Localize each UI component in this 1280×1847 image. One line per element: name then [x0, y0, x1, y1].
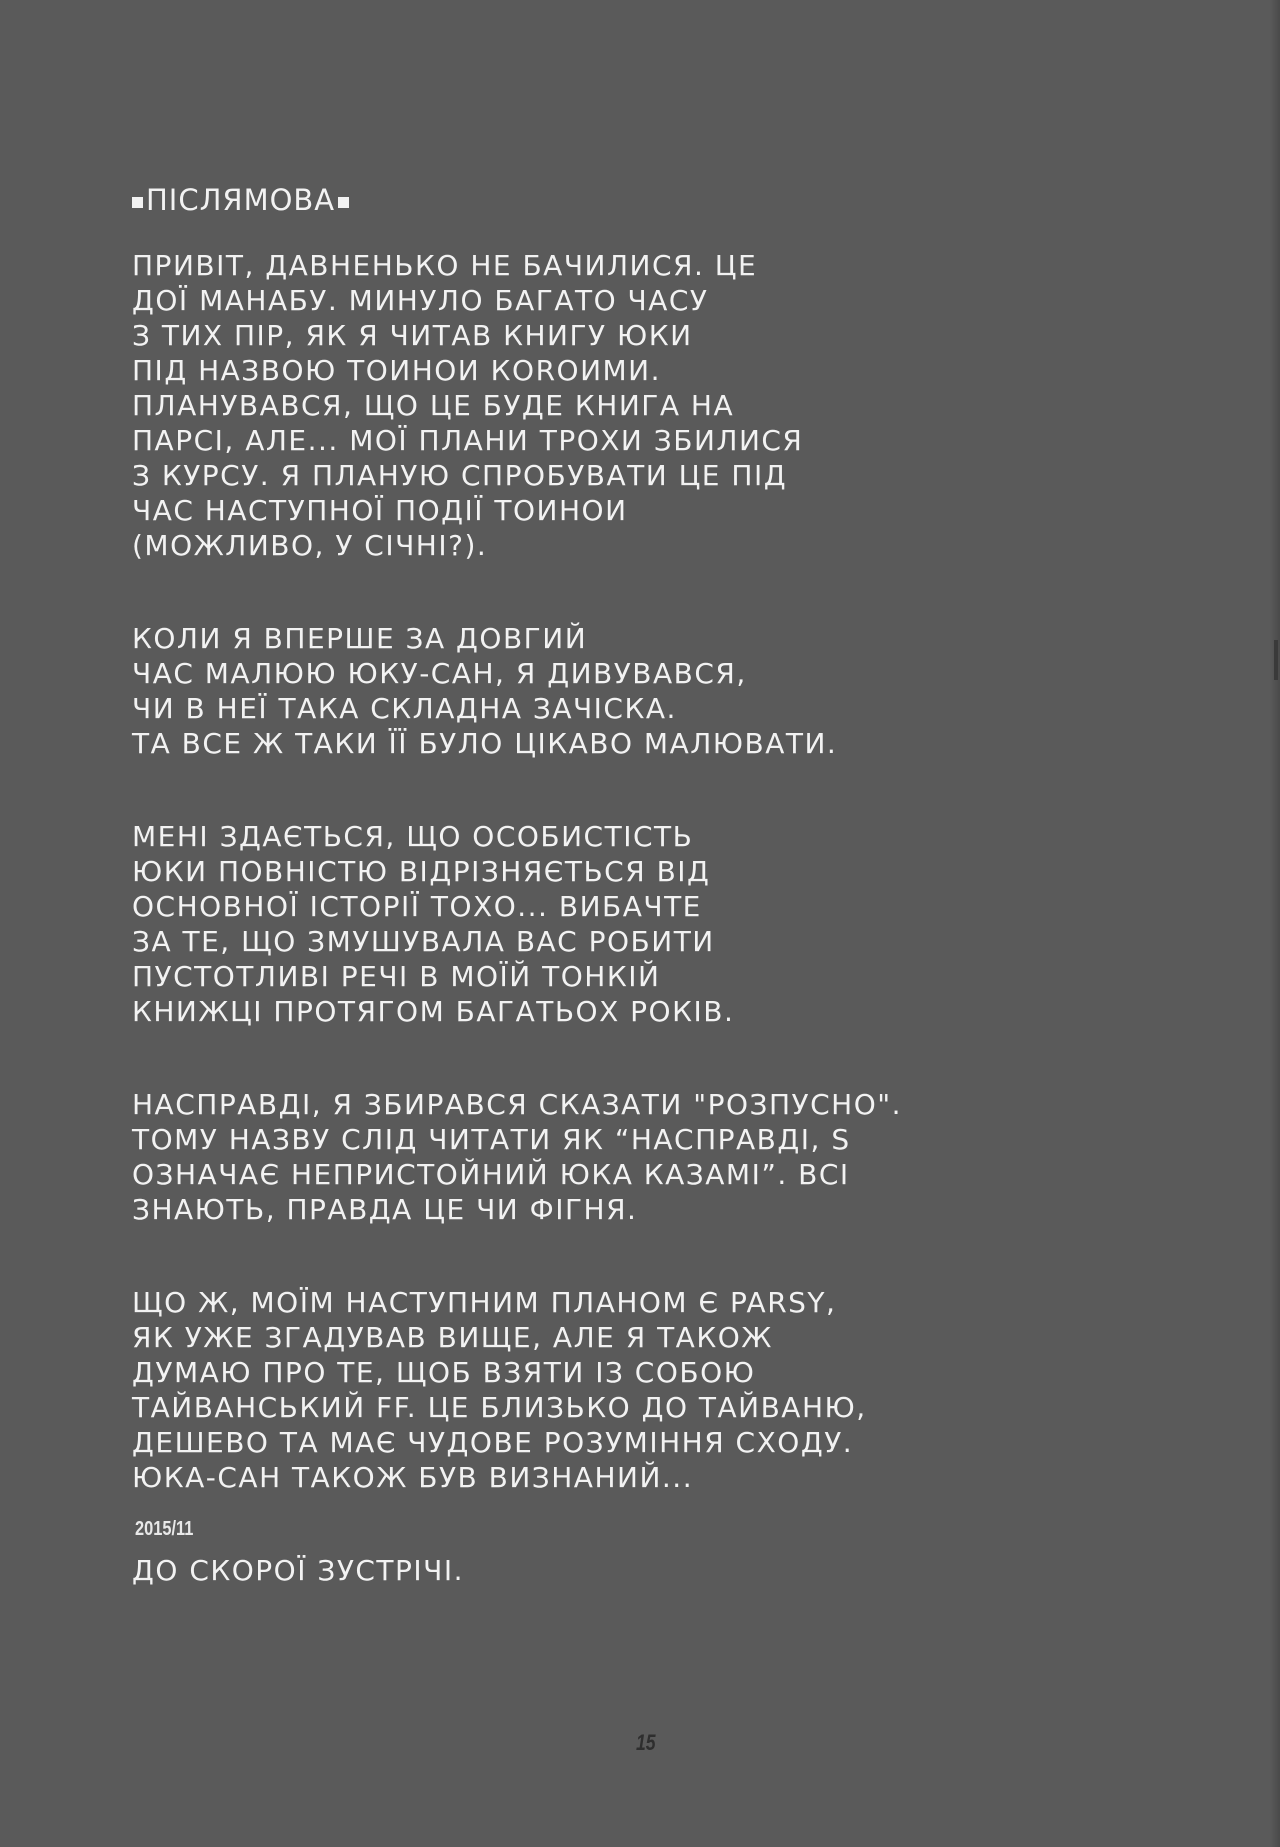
- date-stamp: 2015/11: [135, 1518, 194, 1540]
- afterword-paragraph: [132, 1285, 1132, 1495]
- text-line: ТА ВСЕ Ж ТАКИ ЇЇ БУЛО ЦІКАВО МАЛЮВАТИ.: [132, 727, 838, 760]
- text-line: ЩО Ж, МОЇМ НАСТУПНИМ ПЛАНОМ Є PARSY,: [132, 1286, 837, 1319]
- text-line: ДОЇ МАНАБУ. МИНУЛО БАГАТО ЧАСУ: [132, 284, 709, 317]
- afterword-heading: [132, 180, 349, 220]
- text-line: ПУСТОТЛИВІ РЕЧІ В МОЇЙ ТОНКІЙ: [132, 960, 661, 993]
- text-line: З КУРСУ. Я ПЛАНУЮ СПРОБУВАТИ ЦЕ ПІД: [132, 459, 788, 492]
- text-line: ЮКИ ПОВНІСТЮ ВІДРІЗНЯЄТЬСЯ ВІД: [132, 855, 711, 888]
- text-line: ДУМАЮ ПРО ТЕ, ЩОБ ВЗЯТИ ІЗ СОБОЮ: [132, 1356, 756, 1389]
- text-line: ЗА ТЕ, ЩО ЗМУШУВАЛА ВАС РОБИТИ: [132, 925, 715, 958]
- text-line: ТОМУ НАЗВУ СЛІД ЧИТАТИ ЯК “НАСПРАВДІ, S: [132, 1123, 851, 1156]
- page-edge-mark: [1274, 640, 1278, 680]
- text-line: ПЛАНУВАВСЯ, ЩО ЦЕ БУДЕ КНИГА НА: [132, 389, 735, 422]
- text-line: (МОЖЛИВО, У СІЧНІ?).: [132, 529, 488, 562]
- page-edge: [1270, 0, 1280, 1847]
- afterword-paragraph: [132, 621, 1132, 761]
- text-line: ДО СКОРОЇ ЗУСТРІЧІ.: [132, 1554, 465, 1587]
- text-line: НАСПРАВДІ, Я ЗБИРАВСЯ СКАЗАТИ "РОЗПУСНО".: [132, 1088, 903, 1121]
- afterword-paragraph: [132, 819, 1132, 1029]
- text-line: ЯК УЖЕ ЗГАДУВАВ ВИЩЕ, АЛЕ Я ТАКОЖ: [132, 1321, 773, 1354]
- text-line: ЧАС НАСТУПНОЇ ПОДІЇ ТОИНОИ: [132, 494, 628, 527]
- text-line: ПАРСІ, АЛЕ... МОЇ ПЛАНИ ТРОХИ ЗБИЛИСЯ: [132, 424, 804, 457]
- text-line: МЕНІ ЗДАЄТЬСЯ, ЩО ОСОБИСТІСТЬ: [132, 820, 694, 853]
- text-line: ЮКА-САН ТАКОЖ БУВ ВИЗНАНИЙ...: [132, 1461, 694, 1494]
- text-line: З ТИХ ПІР, ЯК Я ЧИТАВ КНИГУ ЮКИ: [132, 319, 693, 352]
- square-bullet-icon: [338, 197, 349, 208]
- afterword-heading-text: ПІСЛЯМОВА: [146, 183, 336, 217]
- text-line: КОЛИ Я ВПЕРШЕ ЗА ДОВГИЙ: [132, 622, 588, 655]
- page-number: 15: [636, 1730, 656, 1755]
- afterword-paragraph: [132, 1553, 1132, 1588]
- text-line: ОСНОВНОЇ ІСТОРІЇ ТОХО... ВИБАЧТЕ: [132, 890, 702, 923]
- square-bullet-icon: [132, 197, 143, 208]
- text-line: ЧИ В НЕЇ ТАКА СКЛАДНА ЗАЧІСКА.: [132, 692, 677, 725]
- text-line: ЧАС МАЛЮЮ ЮКУ-САН, Я ДИВУВАВСЯ,: [132, 657, 747, 690]
- text-line: ЗНАЮТЬ, ПРАВДА ЦЕ ЧИ ФІГНЯ.: [132, 1193, 638, 1226]
- afterword-paragraph: [132, 248, 1132, 563]
- text-line: ПІД НАЗВОЮ ТОИНОИ КОROИМИ.: [132, 354, 662, 387]
- afterword-body: [132, 248, 1132, 1646]
- text-line: ТАЙВАНСЬКИЙ FF. ЦЕ БЛИЗЬКО ДО ТАЙВАНЮ,: [132, 1391, 867, 1424]
- text-line: ПРИВІТ, ДАВНЕНЬКО НЕ БАЧИЛИСЯ. ЦЕ: [132, 249, 758, 282]
- text-line: КНИЖЦІ ПРОТЯГОМ БАГАТЬОХ РОКІВ.: [132, 995, 735, 1028]
- afterword-paragraph: [132, 1087, 1132, 1227]
- text-line: ОЗНАЧАЄ НЕПРИСТОЙНИЙ ЮКА КАЗАМІ”. ВСІ: [132, 1158, 850, 1191]
- text-line: ДЕШЕВО ТА МАЄ ЧУДОВЕ РОЗУМІННЯ СХОДУ.: [132, 1426, 854, 1459]
